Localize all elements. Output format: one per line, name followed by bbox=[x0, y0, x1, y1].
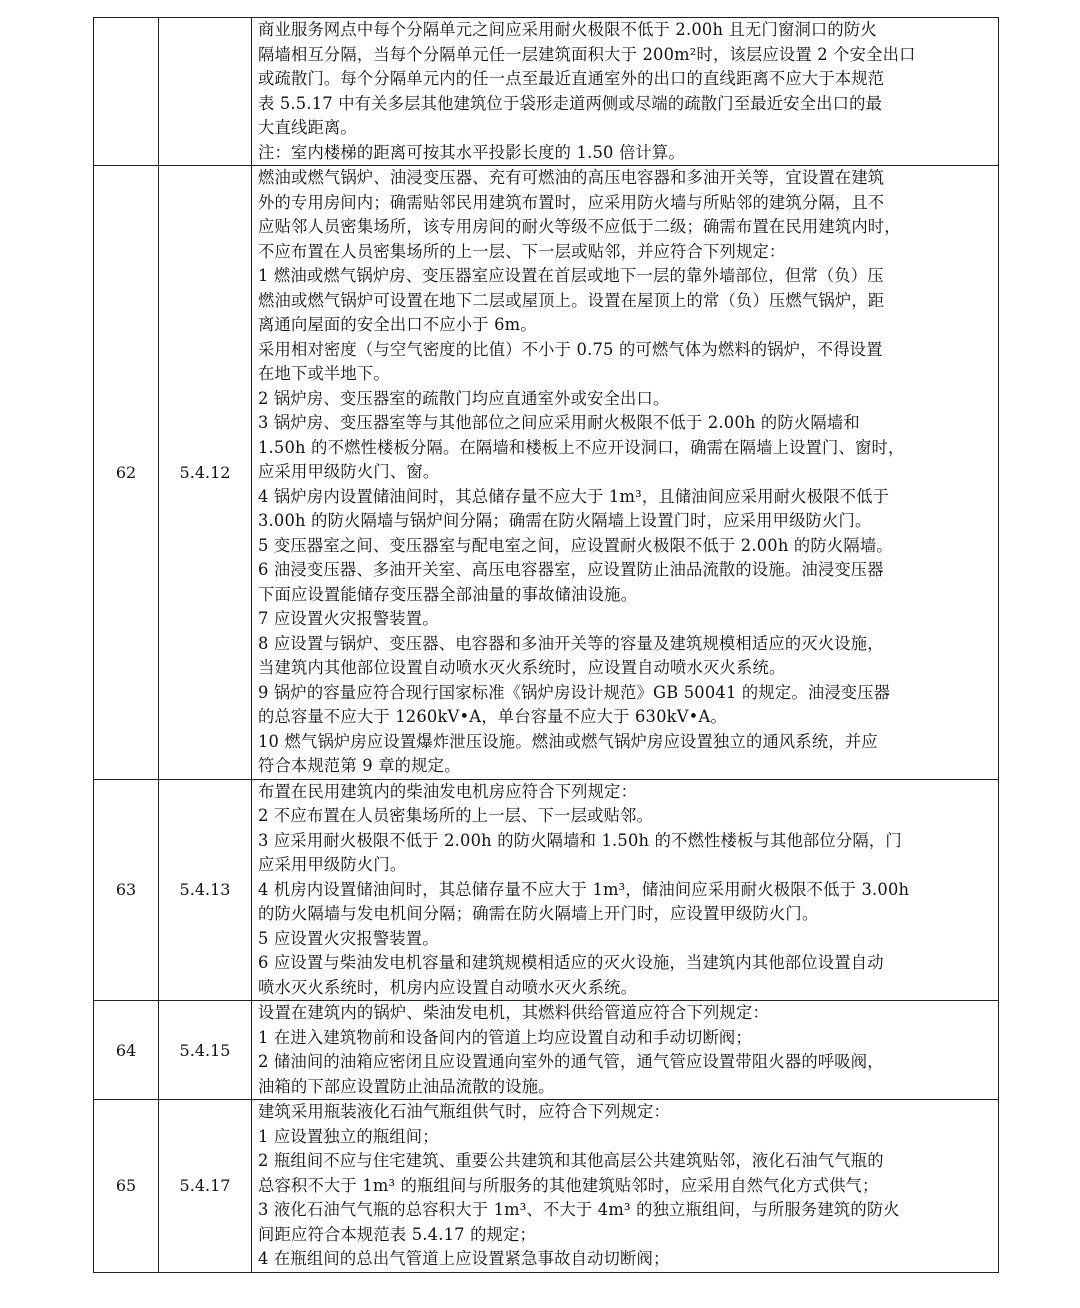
clause-text-line: 的总容量不应大于 1260kV•A，单台容量不应大于 630kV•A。 bbox=[258, 707, 727, 726]
clause-text-cell bbox=[252, 166, 999, 780]
table-row bbox=[94, 1001, 999, 1100]
clause-text-line: 或疏散门。每个分隔单元内的任一点至最近直通室外的出口的直线距离不应大于本规范 bbox=[258, 69, 885, 88]
clause-text-cell bbox=[252, 779, 999, 1001]
clause-text-line: 3 锅炉房、变压器室等与其他部位之间应采用耐火极限不低于 2.00h 的防火隔墙和 bbox=[258, 413, 860, 432]
row-number-cell: 62 bbox=[94, 166, 159, 780]
clause-text-line: 3.00h 的防火隔墙与锅炉间分隔；确需在防火隔墙上设置门时，应采用甲级防火门。 bbox=[258, 511, 872, 530]
clause-text-line: 6 油浸变压器、多油开关室、高压电容器室，应设置防止油品流散的设施。油浸变压器 bbox=[258, 560, 884, 579]
clause-text-cell bbox=[252, 1001, 999, 1100]
clause-text-line: 6 应设置与柴油发电机容量和建筑规模相适应的灭火设施，当建筑内其他部位设置自动 bbox=[258, 953, 884, 972]
clause-text-line: 离通向屋面的安全出口不应小于 6m。 bbox=[258, 315, 537, 334]
clause-text-cell bbox=[252, 18, 999, 166]
clause-text-line: 10 燃气锅炉房应设置爆炸泄压设施。燃油或燃气锅炉房应设置独立的通风系统，并应 bbox=[258, 731, 878, 751]
clause-text-line: 注：室内楼梯的距离可按其水平投影长度的 1.50 倍计算。 bbox=[258, 142, 685, 162]
table-row bbox=[94, 166, 999, 780]
clause-text-line: 大直线距离。 bbox=[258, 118, 357, 137]
clause-text-line: 采用相对密度（与空气密度的比值）不小于 0.75 的可燃气体为燃料的锅炉，不得设置 bbox=[258, 339, 883, 359]
clause-text-line: 5 应设置火灾报警装置。 bbox=[258, 928, 439, 948]
clause-text-line: 5 变压器室之间、变压器室与配电室之间，应设置耐火极限不低于 2.00h 的防火隔墙。 bbox=[258, 535, 893, 555]
clause-number-cell: 5.4.13 bbox=[159, 779, 252, 1001]
clause-number-cell: 5.4.15 bbox=[159, 1001, 252, 1100]
clause-text-line: 7 应设置火灾报警装置。 bbox=[258, 609, 439, 628]
clause-text-line: 当建筑内其他部位设置自动喷水灭火系统时，应设置自动喷水灭火系统。 bbox=[258, 658, 786, 677]
clause-text-line: 不应布置在人员密集场所的上一层、下一层或贴邻，并应符合下列规定： bbox=[258, 241, 786, 261]
clause-text-line: 1 燃油或燃气锅炉房、变压器室应设置在首层或地下一层的靠外墙部位，但常（负）压 bbox=[258, 266, 884, 285]
clause-text-line: 1 在进入建筑物前和设备间内的管道上均应设置自动和手动切断阀； bbox=[258, 1027, 752, 1047]
clause-text-line: 2 瓶组间不应与住宅建筑、重要公共建筑和其他高层公共建筑贴邻，液化石油气气瓶的 bbox=[258, 1151, 884, 1170]
clause-text-line: 表 5.5.17 中有关多层其他建筑位于袋形走道两侧或尽端的疏散门至最近安全出口的最 bbox=[258, 93, 883, 113]
table-row bbox=[94, 779, 999, 1001]
clause-text-line: 符合本规范第 9 章的规定。 bbox=[258, 756, 461, 775]
clause-text-line: 喷水灭火系统时，机房内应设置自动喷水灭火系统。 bbox=[258, 977, 638, 997]
clause-text-line: 总容积不大于 1m³ 的瓶组间与所服务的其他建筑贴邻时，应采用自然气化方式供气； bbox=[258, 1175, 879, 1195]
row-number-cell bbox=[94, 18, 159, 166]
clause-text-line: 燃油或燃气锅炉、油浸变压器、充有可燃油的高压电容器和多油开关等，宜设置在建筑 bbox=[258, 168, 885, 187]
clause-text-line: 3 液化石油气气瓶的总容积大于 1m³、不大于 4m³ 的独立瓶组间，与所服务建筑的防火 bbox=[258, 1200, 900, 1219]
clause-text-line: 应贴邻人员密集场所，该专用房间的耐火等级不应低于二级；确需布置在民用建筑内时， bbox=[258, 217, 901, 236]
clause-text-line: 1.50h 的不燃性楼板分隔。在隔墙和楼板上不应开设洞口，确需在隔墙上设置门、窗时， bbox=[258, 437, 905, 457]
clause-text-line: 3 应采用耐火极限不低于 2.00h 的防火隔墙和 1.50h 的不燃性楼板与其他部位分隔，门 bbox=[258, 830, 902, 850]
clause-text-line: 2 储油间的油箱应密闭且应设置通向室外的通气管，通气管应设置带阻火器的呼吸阀， bbox=[258, 1052, 884, 1071]
clause-number-cell bbox=[159, 18, 252, 166]
table-row bbox=[94, 1100, 999, 1273]
clause-text-line: 在地下或半地下。 bbox=[258, 364, 390, 383]
clause-text-line: 2 锅炉房、变压器室的疏散门均应直通室外或安全出口。 bbox=[258, 388, 670, 408]
clause-text-line: 建筑采用瓶装液化石油气瓶组供气时，应符合下列规定： bbox=[258, 1102, 671, 1121]
regulation-table bbox=[93, 17, 999, 1273]
clause-text-line: 隔墙相互分隔，当每个分隔单元任一层建筑面积大于 200m²时，该层应设置 2 个安全出口 bbox=[258, 44, 916, 64]
table-row bbox=[94, 18, 999, 166]
clause-text-line: 9 锅炉的容量应符合现行国家标准《锅炉房设计规范》GB 50041 的规定。油浸变压器 bbox=[258, 682, 891, 702]
clause-number-cell: 5.4.17 bbox=[159, 1100, 252, 1273]
clause-text-line: 应采用甲级防火门、窗。 bbox=[258, 462, 440, 481]
clause-text-line: 商业服务网点中每个分隔单元之间应采用耐火极限不低于 2.00h 且无门窗洞口的防火 bbox=[258, 20, 877, 39]
clause-text-line: 8 应设置与锅炉、变压器、电容器和多油开关等的容量及建筑规模相适应的灭火设施， bbox=[258, 633, 884, 653]
clause-text-line: 2 不应布置在人员密集场所的上一层、下一层或贴邻。 bbox=[258, 806, 654, 825]
clause-text-line: 油箱的下部应设置防止油品流散的设施。 bbox=[258, 1076, 555, 1096]
clause-text-line: 应采用甲级防火门。 bbox=[258, 855, 407, 874]
clause-number-cell: 5.4.12 bbox=[159, 166, 252, 780]
clause-text-line: 间距应符合本规范表 5.4.17 的规定； bbox=[258, 1224, 536, 1244]
row-number-cell: 65 bbox=[94, 1100, 159, 1273]
row-number-cell: 63 bbox=[94, 779, 159, 1001]
clause-text-line: 设置在建筑内的锅炉、柴油发电机，其燃料供给管道应符合下列规定： bbox=[258, 1003, 769, 1022]
row-number-cell: 64 bbox=[94, 1001, 159, 1100]
clause-text-line: 外的专用房间内；确需贴邻民用建筑布置时，应采用防火墙与所贴邻的建筑分隔，且不 bbox=[258, 192, 885, 212]
clause-text-line: 4 机房内设置储油间时，其总储存量不应大于 1m³，储油间应采用耐火极限不低于 3.00h bbox=[258, 879, 910, 899]
regulation-table-body bbox=[94, 18, 999, 1273]
clause-text-line: 1 应设置独立的瓶组间； bbox=[258, 1126, 439, 1146]
clause-text-line: 布置在民用建筑内的柴油发电机房应符合下列规定： bbox=[258, 781, 638, 801]
clause-text-line: 燃油或燃气锅炉可设置在地下二层或屋顶上。设置在屋顶上的常（负）压燃气锅炉，距 bbox=[258, 290, 885, 310]
clause-text-cell bbox=[252, 1100, 999, 1273]
clause-text-line: 4 锅炉房内设置储油间时，其总储存量不应大于 1m³，且储油间应采用耐火极限不低于 bbox=[258, 486, 890, 506]
clause-text-line: 下面应设置能储存变压器全部油量的事故储油设施。 bbox=[258, 584, 638, 604]
clause-text-line: 的防火隔墙与发电机间分隔；确需在防火隔墙上开门时，应设置甲级防火门。 bbox=[258, 904, 819, 923]
clause-text-line: 4 在瓶组间的总出气管道上应设置紧急事故自动切断阀； bbox=[258, 1249, 670, 1268]
